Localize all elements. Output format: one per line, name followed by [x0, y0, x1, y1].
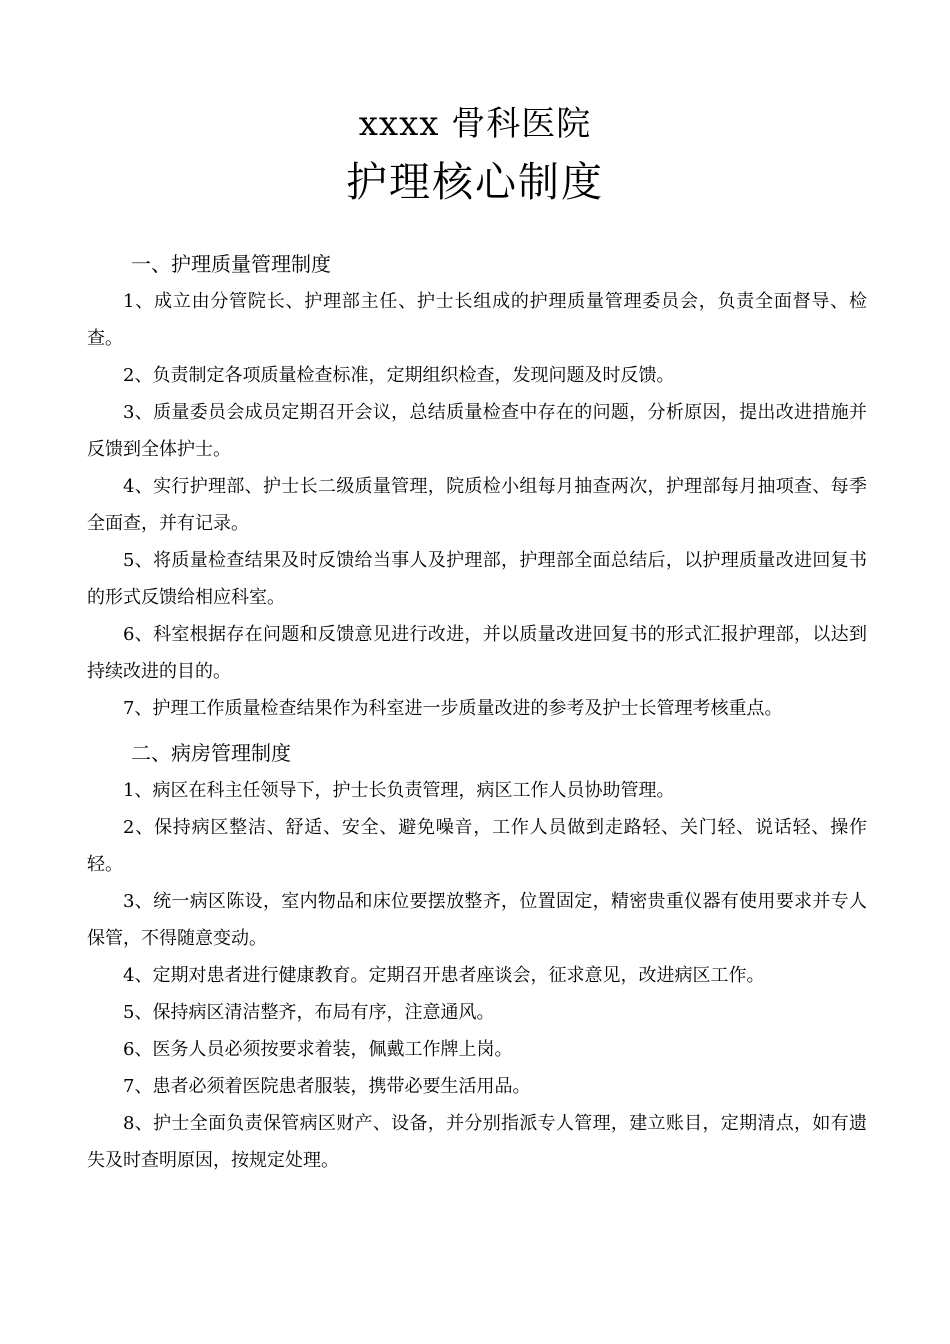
rule-item: 2、保持病区整洁、舒适、安全、避免噪音，工作人员做到走路轻、关门轻、说话轻、操作轻。	[87, 817, 867, 875]
document-body	[87, 246, 867, 1179]
document-title: 护理核心制度	[346, 158, 604, 206]
rule-item: 6、医务人员必须按要求着装，佩戴工作牌上岗。	[123, 1039, 513, 1060]
rule-item: 7、患者必须着医院患者服装，携带必要生活用品。	[123, 1076, 531, 1097]
rule-item: 8、护士全面负责保管病区财产、设备，并分别指派专人管理，建立账目，定期清点，如有遗失及时查明原因，按规定处理。	[87, 1113, 867, 1171]
rule-item: 7、护理工作质量检查结果作为科室进一步质量改进的参考及护士长管理考核重点。	[123, 698, 783, 719]
rule-item: 6、科室根据存在问题和反馈意见进行改进，并以质量改进回复书的形式汇报护理部，以达到持续改进的目的。	[87, 624, 867, 682]
rule-item: 1、成立由分管院长、护理部主任、护士长组成的护理质量管理委员会，负责全面督导、检查。	[87, 291, 867, 349]
section-ward-management	[87, 735, 867, 1179]
rule-item: 5、将质量检查结果及时反馈给当事人及护理部，护理部全面总结后，以护理质量改进回复书的形式反馈给相应科室。	[87, 550, 867, 608]
rule-item: 4、定期对患者进行健康教育。定期召开患者座谈会，征求意见，改进病区工作。	[123, 965, 765, 986]
rule-item: 5、保持病区清洁整齐，布局有序，注意通风。	[123, 1002, 495, 1023]
section-heading: 一、护理质量管理制度	[131, 252, 331, 276]
rule-item: 2、负责制定各项质量检查标准，定期组织检查，发现问题及时反馈。	[123, 365, 675, 386]
rule-item: 3、质量委员会成员定期召开会议，总结质量检查中存在的问题，分析原因，提出改进措施并反馈到全体护士。	[87, 402, 867, 460]
section-heading: 二、病房管理制度	[131, 741, 291, 765]
rule-item: 1、病区在科主任领导下，护士长负责管理，病区工作人员协助管理。	[123, 780, 675, 801]
hospital-name-title: xxxx 骨科医院	[358, 104, 592, 144]
rule-item: 4、实行护理部、护士长二级质量管理，院质检小组每月抽查两次，护理部每月抽项查、每季全面查，并有记录。	[87, 476, 867, 534]
section-nursing-quality	[87, 246, 867, 727]
rule-item: 3、统一病区陈设，室内物品和床位要摆放整齐，位置固定，精密贵重仪器有使用要求并专人保管，不得随意变动。	[87, 891, 867, 949]
